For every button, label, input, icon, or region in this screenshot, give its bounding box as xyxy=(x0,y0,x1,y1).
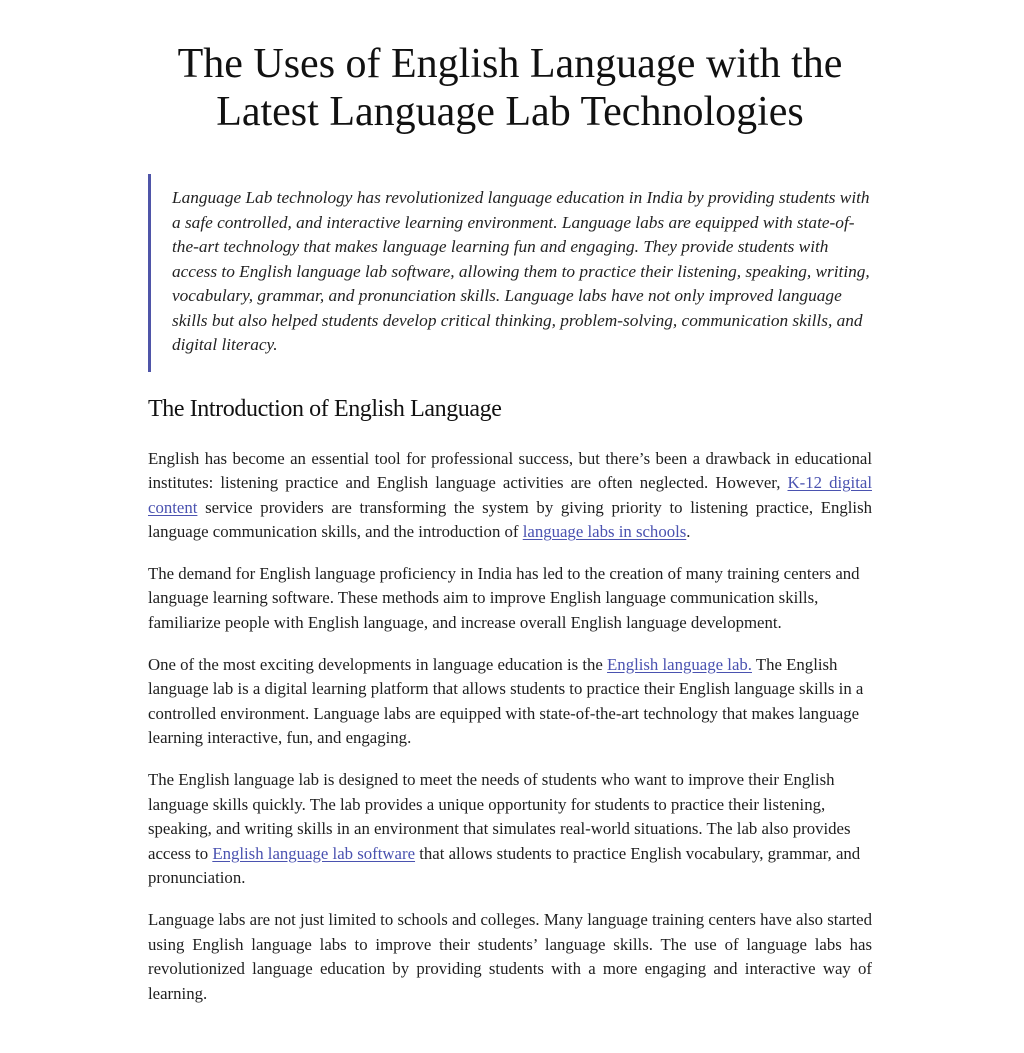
page-title xyxy=(148,40,872,136)
paragraph-1 xyxy=(148,447,872,545)
language-labs-in-schools-link[interactable]: language labs in schools xyxy=(522,522,687,542)
english-language-lab-software-link[interactable]: English language lab software xyxy=(212,843,416,863)
paragraph-3 xyxy=(148,653,872,751)
english-language-lab-link[interactable]: English language lab. xyxy=(607,654,752,674)
paragraph-1-text-a: English has become an essential tool for professional success, but there’s been a drawback in educational institutes: listening practice and English language activities are often neglected. However, xyxy=(148,448,872,493)
paragraph-4-text-b: that allows students to practice English vocabulary, grammar, and pronunciation. xyxy=(148,843,861,888)
paragraph-4-text-a: The English language lab is designed to meet the needs of students who want to improve their English language skills quickly. The lab provides a unique opportunity for students to practice their listening, speaking, and writing skills in an environment that simulates real-world situations. The lab also provides access to xyxy=(148,770,851,863)
paragraph-5: Language labs are not just limited to schools and colleges. Many language training centers have also started using English language labs to improve their students’ language skills. The use of language labs has revolutionized language education by providing students with a more engaging and interactive way of learning. xyxy=(148,910,872,1003)
paragraph-3-text-a: One of the most exciting developments in language education is the xyxy=(148,654,608,674)
paragraph-1-text-c: . xyxy=(686,522,691,542)
k12-digital-content-link[interactable]: K-12 digital content xyxy=(148,473,872,517)
paragraph-4 xyxy=(148,768,872,891)
paragraph-1-text-b: service providers are transforming the system by giving priority to listening practice, English language communication skills, and the introduction of xyxy=(148,497,872,542)
abstract-text: Language Lab technology has revolutionized language education in India by providing students with a safe controlled, and interactive learning environment. Language labs are equipped with state-of-the-art technology that makes language learning fun and engaging. They provide students with access to English language lab software, allowing them to practice their listening, speaking, writing, vocabulary, grammar, and pronunciation skills. Language labs have not only improved language skills but also helped students develop critical thinking, problem-solving, communication skills, and digital literacy. xyxy=(172,188,870,354)
section-heading: The Introduction of English Language xyxy=(148,395,502,422)
page-title-line1: The Uses of English Language with the xyxy=(177,41,843,87)
document-page xyxy=(148,40,872,1006)
paragraph-3-text-b: The English language lab is a digital learning platform that allows students to practice their English language skills in a controlled environment. Language labs are equipped with state-of-the-art technology that makes language learning interactive, fun, and engaging. xyxy=(148,654,864,748)
page-title-line2: Latest Language Lab Technologies xyxy=(216,89,804,135)
abstract-quote xyxy=(148,174,872,372)
paragraph-2: The demand for English language proficiency in India has led to the creation of many training centers and language learning software. These methods aim to improve English language communication skills, familiarize people with English language, and increase overall English language development. xyxy=(148,563,860,633)
